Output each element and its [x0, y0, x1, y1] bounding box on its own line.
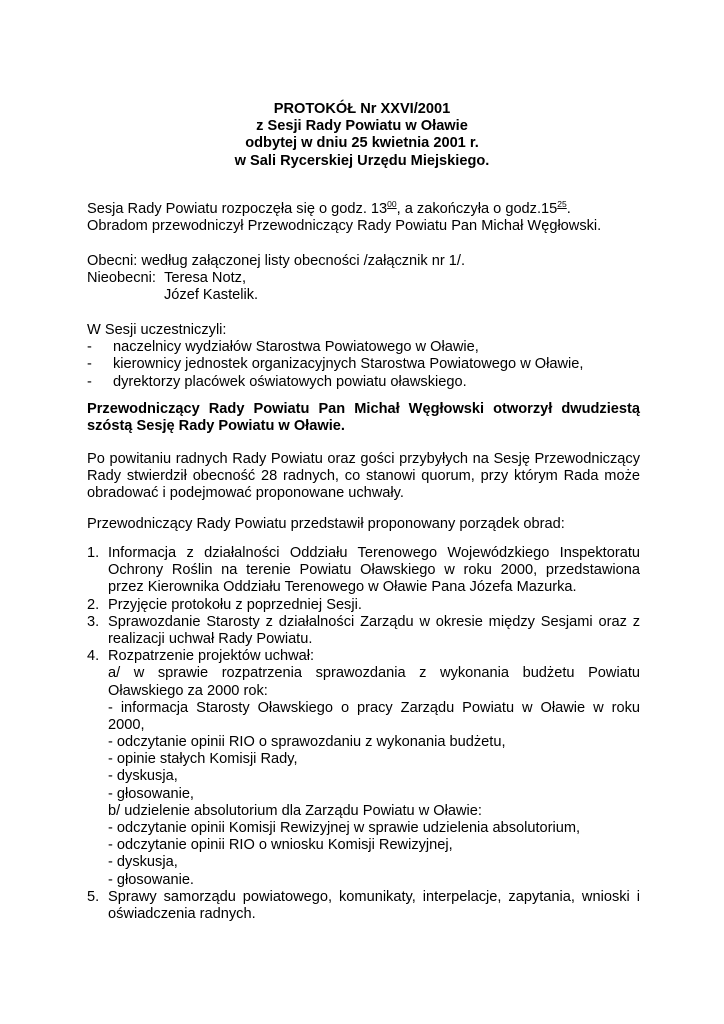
agenda-list — [87, 545, 640, 923]
title-line-1: PROTOKÓŁ Nr XXVI/2001 — [273, 101, 451, 117]
agenda-subitem: - dyskusja, — [108, 768, 178, 785]
agenda-text: oświadczenia radnych. — [108, 905, 256, 922]
agenda-item-1 — [87, 545, 640, 597]
agenda-text: Ochrony Roślin na terenie Powiatu Oławskiego w roku 2000, przedstawiona — [108, 562, 640, 579]
list-dash: - — [87, 339, 92, 356]
list-dash: - — [87, 356, 92, 373]
quorum-paragraph — [87, 451, 640, 503]
absent-line — [87, 270, 640, 287]
agenda-text: przez Kierownika Oddziału Terenowego w Oławie Pana Józefa Mazurka. — [108, 579, 577, 596]
session-mid-text: , a zakończyła o godz.15 — [396, 201, 558, 217]
agenda-number: 2. — [87, 596, 100, 613]
agenda-item-2 — [87, 597, 640, 614]
agenda-text: Informacja z działalności Oddziału Terenowego Wojewódzkiego Inspektoratu — [108, 545, 640, 561]
title-line-3: odbytej w dniu 25 kwietnia 2001 r. — [245, 135, 479, 152]
list-item-text: kierownicy jednostek organizacyjnych Starostwa Powiatowego w Oławie, — [113, 356, 584, 373]
list-item — [87, 356, 640, 373]
agenda-subitem: - opinie stałych Komisji Rady, — [108, 751, 298, 768]
opening-announcement — [87, 401, 640, 435]
agenda-item-3 — [87, 614, 640, 648]
present-line: Obecni: według załączonej listy obecności /załącznik nr 1/. — [87, 253, 466, 269]
title-line-2: z Sesji Rady Powiatu w Oławie — [256, 118, 468, 135]
agenda-text: Sprawy samorządu powiatowego, komunikaty, interpelacje, zapytania, wnioski i — [108, 888, 640, 905]
announcement-line-2: szóstą Sesję Rady Powiatu w Oławie. — [87, 418, 345, 435]
document-title — [0, 101, 724, 170]
opening-paragraph — [87, 201, 640, 235]
quorum-line-2: Rady stwierdził obecność 28 radnych, co stanowi quorum, przy którym Rada może — [87, 468, 640, 485]
agenda-subitem: - głosowanie, — [108, 785, 194, 802]
participants-intro: W Sesji uczestniczyli: — [87, 322, 227, 338]
agenda-subitem: - informacja Starosty Oławskiego o pracy Zarządu Powiatu w Oławie w roku — [108, 699, 640, 716]
agenda-intro-line: Przewodniczący Rady Powiatu przedstawił proponowany porządek obrad: — [87, 516, 565, 532]
session-end-minutes: 25 — [557, 199, 567, 209]
agenda-subitem: - odczytanie opinii RIO o sprawozdaniu z wykonania budżetu, — [108, 734, 506, 751]
quorum-line-3: obradować i podejmować proponowane uchwały. — [87, 485, 404, 502]
agenda-subitem: - dyskusja, — [108, 854, 178, 871]
agenda-item-4 — [87, 648, 640, 889]
list-item-text: naczelnicy wydziałów Starostwa Powiatowego w Oławie, — [113, 339, 479, 356]
list-item — [87, 374, 640, 391]
participants-section — [87, 322, 640, 391]
agenda-text: Sprawozdanie Starosty z działalności Zarządu w okresie między Sesjami oraz z — [108, 613, 640, 630]
agenda-item-5 — [87, 889, 640, 923]
session-end-text: . — [566, 201, 571, 217]
list-item — [87, 339, 640, 356]
agenda-subitem: - odczytanie opinii Komisji Rewizyjnej w sprawie udzielenia absolutorium, — [108, 820, 581, 836]
agenda-intro — [87, 516, 640, 533]
agenda-text: Przyjęcie protokołu z poprzedniej Sesji. — [108, 596, 362, 613]
quorum-line-1: Po powitaniu radnych Rady Powiatu oraz gości przybyłych na Sesję Przewodniczący — [87, 451, 640, 467]
agenda-number: 1. — [87, 545, 100, 561]
absent-label: Nieobecni: — [87, 270, 156, 287]
attendance-section — [87, 253, 640, 305]
agenda-number: 3. — [87, 613, 100, 630]
session-start-minutes: 00 — [387, 199, 397, 209]
title-line-4: w Sali Rycerskiej Urzędu Miejskiego. — [234, 152, 490, 169]
session-start-text: Sesja Rady Powiatu rozpoczęła się o godz. 13 — [87, 201, 388, 217]
announcement-line-1: Przewodniczący Rady Powiatu Pan Michał Węgłowski otworzył dwudziestą — [87, 401, 640, 417]
agenda-number: 4. — [87, 648, 100, 665]
agenda-number: 5. — [87, 888, 100, 905]
agenda-subitem: b/ udzielenie absolutorium dla Zarządu Powiatu w Oławie: — [108, 802, 482, 819]
agenda-subitem: - głosowanie. — [108, 871, 194, 888]
agenda-subitem: 2000, — [108, 716, 145, 733]
absent-person: Teresa Notz, — [164, 270, 246, 287]
absent-person: Józef Kastelik. — [164, 287, 259, 304]
agenda-subitem: - odczytanie opinii RIO o wniosku Komisji Rewizyjnej, — [108, 837, 453, 854]
agenda-subitem: a/ w sprawie rozpatrzenia sprawozdania z wykonania budżetu Powiatu — [108, 665, 640, 682]
chair-line: Obradom przewodniczył Przewodniczący Rady Powiatu Pan Michał Węgłowski. — [87, 218, 602, 235]
agenda-text: Rozpatrzenie projektów uchwał: — [108, 648, 315, 665]
agenda-subitem: Oławskiego za 2000 rok: — [108, 682, 268, 699]
list-dash: - — [87, 373, 92, 390]
session-time-line — [87, 201, 640, 218]
agenda-text: realizacji uchwał Rady Powiatu. — [108, 630, 313, 647]
list-item-text: dyrektorzy placówek oświatowych powiatu oławskiego. — [113, 373, 467, 390]
